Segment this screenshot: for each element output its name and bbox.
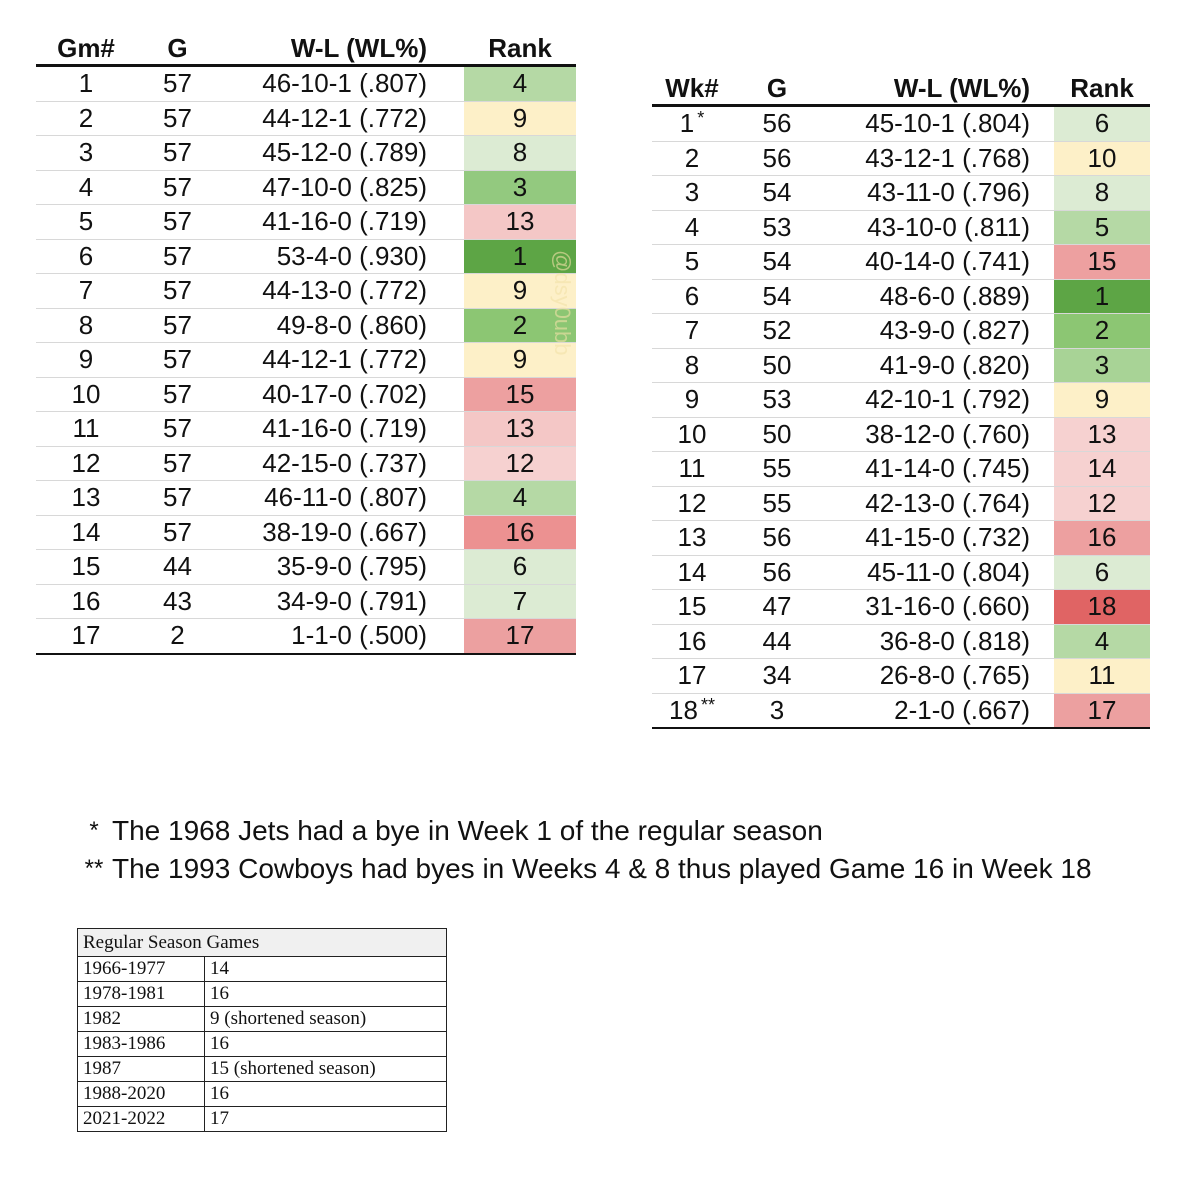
cell-week-number <box>652 143 732 174</box>
table-row <box>652 694 1150 728</box>
cell-games: 57 <box>163 102 192 133</box>
table-row <box>652 314 1150 349</box>
table-row <box>36 550 576 585</box>
week-number: 3 <box>684 177 700 208</box>
cell-games: 57 <box>163 171 192 202</box>
cell-games: 57 <box>163 240 192 271</box>
week-number: 7 <box>684 315 700 346</box>
cell-games: 34 <box>762 660 792 691</box>
week-footnote-mark: * <box>697 108 705 129</box>
table-row <box>36 240 576 275</box>
cell-games: 57 <box>163 413 192 444</box>
cell-rank: 9 <box>464 274 576 308</box>
cell-win-loss: 31-16-0 (.660) <box>865 591 1030 622</box>
cell-rank: 9 <box>464 102 576 136</box>
cell-games: 57 <box>163 378 192 409</box>
cell-week-number <box>652 626 732 657</box>
cell-win-loss: 45-11-0 (.804) <box>867 556 1030 587</box>
season-row <box>78 982 446 1007</box>
cell-rank: 8 <box>1054 176 1150 210</box>
table-row <box>652 418 1150 453</box>
cell-rank: 8 <box>464 136 576 170</box>
cell-game-number: 16 <box>71 585 101 616</box>
cell-games: 44 <box>163 551 192 582</box>
week-number: 5 <box>684 246 700 277</box>
cell-games: 54 <box>762 280 792 311</box>
cell-week-number <box>652 488 732 519</box>
cell-games: 56 <box>762 142 792 173</box>
cell-game-number: 11 <box>72 413 100 444</box>
cell-games: 54 <box>762 177 792 208</box>
cell-rank: 14 <box>1054 452 1150 486</box>
week-number: 13 <box>677 522 707 553</box>
cell-games: 56 <box>762 556 792 587</box>
cell-games: 52 <box>762 315 792 346</box>
cell-rank: 9 <box>464 343 576 377</box>
cell-rank: 16 <box>1054 521 1150 555</box>
footnote <box>76 850 1092 888</box>
cell-week-number <box>652 453 732 484</box>
week-number: 8 <box>684 349 700 380</box>
cell-rank: 2 <box>464 309 576 343</box>
table-row <box>36 136 576 171</box>
cell-games: 53 <box>762 211 792 242</box>
cell-games: 54 <box>762 246 792 277</box>
season-years: 1978-1981 <box>78 982 205 1006</box>
week-number: 10 <box>677 418 707 449</box>
week-number: 4 <box>684 211 700 242</box>
cell-week-number <box>652 246 732 277</box>
cell-win-loss: 2-1-0 (.667) <box>894 694 1030 725</box>
table-row <box>652 521 1150 556</box>
header-g: G <box>766 73 788 103</box>
cell-rank: 2 <box>1054 314 1150 348</box>
cell-win-loss: 49-8-0 (.860) <box>276 309 427 340</box>
cell-win-loss: 53-4-0 (.930) <box>276 240 427 271</box>
cell-win-loss: 42-10-1 (.792) <box>865 384 1030 415</box>
season-games-table <box>77 928 447 1132</box>
cell-rank: 3 <box>1054 349 1150 383</box>
table-row <box>652 487 1150 522</box>
cell-games: 57 <box>163 516 192 547</box>
table-row <box>36 343 576 378</box>
cell-rank: 17 <box>464 619 576 653</box>
cell-week-number <box>652 177 732 208</box>
cell-week-number <box>652 419 732 450</box>
season-years: 1987 <box>78 1057 205 1081</box>
cell-win-loss: 44-12-1 (.772) <box>262 102 427 133</box>
table-row <box>652 280 1150 315</box>
cell-rank: 6 <box>464 550 576 584</box>
season-games-title: Regular Season Games <box>78 929 446 957</box>
table-row <box>652 211 1150 246</box>
header-wl: W-L (WL%) <box>893 73 1030 103</box>
cell-week-number <box>652 557 732 588</box>
cell-win-loss: 48-6-0 (.889) <box>879 280 1030 311</box>
cell-games: 57 <box>163 275 192 306</box>
cell-rank: 7 <box>464 585 576 619</box>
season-games: 15 (shortened season) <box>210 1058 376 1079</box>
cell-games: 57 <box>163 447 192 478</box>
table-row <box>36 585 576 620</box>
cell-win-loss: 42-13-0 (.764) <box>865 487 1030 518</box>
cell-game-number: 2 <box>78 102 94 133</box>
table-row <box>36 67 576 102</box>
cell-win-loss: 41-15-0 (.732) <box>865 522 1030 553</box>
table-row <box>652 176 1150 211</box>
cell-game-number: 10 <box>71 378 101 409</box>
table-row <box>36 447 576 482</box>
table-row <box>36 516 576 551</box>
cell-rank: 6 <box>1054 556 1150 590</box>
cell-week-number <box>652 591 732 622</box>
footnote-text: The 1968 Jets had a bye in Week 1 of the regular season <box>112 815 823 846</box>
cell-win-loss: 40-17-0 (.702) <box>262 378 427 409</box>
cell-win-loss: 41-16-0 (.719) <box>262 206 427 237</box>
cell-game-number: 6 <box>78 240 94 271</box>
cell-games: 43 <box>163 585 192 616</box>
cell-rank: 13 <box>1054 418 1150 452</box>
footnote-text: The 1993 Cowboys had byes in Weeks 4 & 8 thus played Game 16 in Week 18 <box>112 853 1092 884</box>
cell-games: 50 <box>762 418 792 449</box>
cell-rank: 10 <box>1054 142 1150 176</box>
cell-games: 55 <box>762 487 792 518</box>
cell-rank: 1 <box>464 240 576 274</box>
cell-rank: 3 <box>464 171 576 205</box>
cell-week-number <box>652 350 732 381</box>
cell-win-loss: 35-9-0 (.795) <box>276 551 427 582</box>
footnotes <box>76 812 1092 888</box>
season-games: 16 <box>210 983 229 1004</box>
cell-win-loss: 47-10-0 (.825) <box>262 171 427 202</box>
cell-games: 53 <box>762 384 792 415</box>
season-row <box>78 1057 446 1082</box>
week-table-body <box>652 107 1150 729</box>
cell-rank: 1 <box>1054 280 1150 314</box>
cell-win-loss: 34-9-0 (.791) <box>276 585 427 616</box>
table-row <box>36 378 576 413</box>
cell-rank: 12 <box>464 447 576 481</box>
table-row <box>36 171 576 206</box>
table-row <box>652 142 1150 177</box>
table-row <box>652 245 1150 280</box>
cell-win-loss: 44-12-1 (.772) <box>262 344 427 375</box>
cell-games: 50 <box>762 349 792 380</box>
season-games: 14 <box>210 958 229 979</box>
cell-win-loss: 43-9-0 (.827) <box>879 315 1030 346</box>
season-years: 1982 <box>78 1007 205 1031</box>
week-number: 6 <box>684 280 700 311</box>
table-row <box>652 556 1150 591</box>
cell-rank: 4 <box>1054 625 1150 659</box>
season-row <box>78 957 446 982</box>
header-gm: Gm# <box>57 33 115 63</box>
cell-games: 57 <box>163 137 192 168</box>
cell-rank: 6 <box>1054 107 1150 141</box>
cell-rank: 12 <box>1054 487 1150 521</box>
table-row <box>36 309 576 344</box>
week-number: 18 <box>669 694 698 725</box>
week-number: 1 <box>679 108 695 139</box>
cell-game-number: 7 <box>78 275 94 306</box>
season-years: 1988-2020 <box>78 1082 205 1106</box>
cell-win-loss: 43-11-0 (.796) <box>867 177 1030 208</box>
season-games: 9 (shortened season) <box>210 1008 367 1029</box>
cell-games: 57 <box>163 68 192 99</box>
week-footnote-mark: ** <box>700 694 715 715</box>
week-number: 15 <box>677 591 707 622</box>
cell-game-number: 9 <box>78 344 94 375</box>
cell-win-loss: 44-13-0 (.772) <box>262 275 427 306</box>
cell-win-loss: 41-14-0 (.745) <box>865 453 1030 484</box>
cell-games: 3 <box>769 694 785 725</box>
cell-rank: 16 <box>464 516 576 550</box>
header-wl: W-L (WL%) <box>290 33 427 63</box>
footnote-mark: * <box>89 817 99 844</box>
table-row <box>36 481 576 516</box>
cell-win-loss: 45-10-1 (.804) <box>865 108 1030 139</box>
cell-win-loss: 36-8-0 (.818) <box>879 625 1030 656</box>
table-row <box>652 349 1150 384</box>
week-number: 2 <box>684 142 700 173</box>
cell-win-loss: 38-19-0 (.667) <box>262 516 427 547</box>
cell-rank: 13 <box>464 205 576 239</box>
season-row <box>78 1082 446 1107</box>
cell-game-number: 3 <box>78 137 94 168</box>
cell-games: 56 <box>762 522 792 553</box>
cell-win-loss: 43-12-1 (.768) <box>865 142 1030 173</box>
header-g: G <box>167 33 188 63</box>
table-row <box>652 659 1150 694</box>
game-table-body <box>36 67 576 655</box>
header-rank: Rank <box>1070 73 1134 103</box>
cell-games: 57 <box>163 344 192 375</box>
header-rank: Rank <box>488 33 552 63</box>
cell-win-loss: 1-1-0 (.500) <box>291 620 427 651</box>
cell-games: 57 <box>163 309 192 340</box>
cell-games: 55 <box>762 453 792 484</box>
cell-week-number <box>652 522 732 553</box>
season-row <box>78 1007 446 1032</box>
cell-rank: 18 <box>1054 590 1150 624</box>
cell-game-number: 14 <box>71 516 101 547</box>
cell-game-number: 4 <box>78 171 94 202</box>
week-number: 12 <box>677 487 707 518</box>
season-years: 1966-1977 <box>78 957 205 981</box>
season-games: 16 <box>210 1083 229 1104</box>
cell-win-loss: 43-10-0 (.811) <box>867 211 1030 242</box>
table-row <box>36 619 576 653</box>
cell-week-number <box>652 281 732 312</box>
cell-rank: 4 <box>464 67 576 101</box>
cell-win-loss: 26-8-0 (.765) <box>879 660 1030 691</box>
cell-rank: 11 <box>1054 659 1150 693</box>
table-row <box>652 383 1150 418</box>
table-row <box>36 205 576 240</box>
table-row <box>652 625 1150 660</box>
cell-week-number <box>652 108 732 139</box>
season-games-body <box>78 957 446 1131</box>
cell-win-loss: 38-12-0 (.760) <box>865 418 1030 449</box>
cell-games: 56 <box>762 108 792 139</box>
footnote-mark: ** <box>84 855 104 882</box>
season-years: 1983-1986 <box>78 1032 205 1056</box>
cell-week-number <box>652 660 732 691</box>
week-number: 14 <box>677 556 707 587</box>
cell-win-loss: 40-14-0 (.741) <box>865 246 1030 277</box>
cell-rank: 15 <box>1054 245 1150 279</box>
cell-game-number: 12 <box>71 447 101 478</box>
table-row <box>36 274 576 309</box>
cell-win-loss: 41-16-0 (.719) <box>262 413 427 444</box>
cell-week-number <box>652 212 732 243</box>
season-row <box>78 1032 446 1057</box>
cell-game-number: 17 <box>71 620 101 651</box>
watermark: @dsy0ubb <box>550 250 575 356</box>
week-number: 11 <box>678 453 706 484</box>
week-number: 16 <box>677 625 707 656</box>
week-number: 9 <box>684 384 700 415</box>
table-row <box>36 102 576 137</box>
cell-win-loss: 46-11-0 (.807) <box>264 482 427 513</box>
cell-game-number: 13 <box>71 482 101 513</box>
week-table-header <box>652 64 1150 104</box>
table-row <box>36 412 576 447</box>
season-years: 2021-2022 <box>78 1107 205 1131</box>
cell-rank: 13 <box>464 412 576 446</box>
footnote <box>76 812 1092 850</box>
season-row <box>78 1107 446 1131</box>
table-row <box>652 590 1150 625</box>
season-games: 17 <box>210 1108 229 1129</box>
game-table-header <box>36 24 576 64</box>
cell-game-number: 15 <box>71 551 101 582</box>
week-number: 17 <box>677 660 707 691</box>
cell-rank: 17 <box>1054 694 1150 728</box>
cell-game-number: 8 <box>78 309 94 340</box>
cell-rank: 4 <box>464 481 576 515</box>
table-row <box>652 107 1150 142</box>
table-row <box>652 452 1150 487</box>
cell-games: 47 <box>762 591 792 622</box>
week-table <box>652 64 1150 729</box>
cell-week-number <box>652 384 732 415</box>
cell-games: 44 <box>762 625 792 656</box>
season-games: 16 <box>210 1033 229 1054</box>
cell-rank: 5 <box>1054 211 1150 245</box>
cell-games: 2 <box>170 620 185 651</box>
cell-game-number: 1 <box>78 68 94 99</box>
cell-win-loss: 41-9-0 (.820) <box>879 349 1030 380</box>
cell-win-loss: 45-12-0 (.789) <box>262 137 427 168</box>
cell-week-number <box>652 315 732 346</box>
cell-games: 57 <box>163 206 192 237</box>
cell-rank: 15 <box>464 378 576 412</box>
cell-win-loss: 42-15-0 (.737) <box>262 447 427 478</box>
header-wk: Wk# <box>665 73 719 103</box>
cell-games: 57 <box>163 482 192 513</box>
cell-game-number: 5 <box>78 206 94 237</box>
game-table <box>36 24 576 655</box>
cell-win-loss: 46-10-1 (.807) <box>262 68 427 99</box>
cell-rank: 9 <box>1054 383 1150 417</box>
cell-week-number <box>652 695 732 726</box>
